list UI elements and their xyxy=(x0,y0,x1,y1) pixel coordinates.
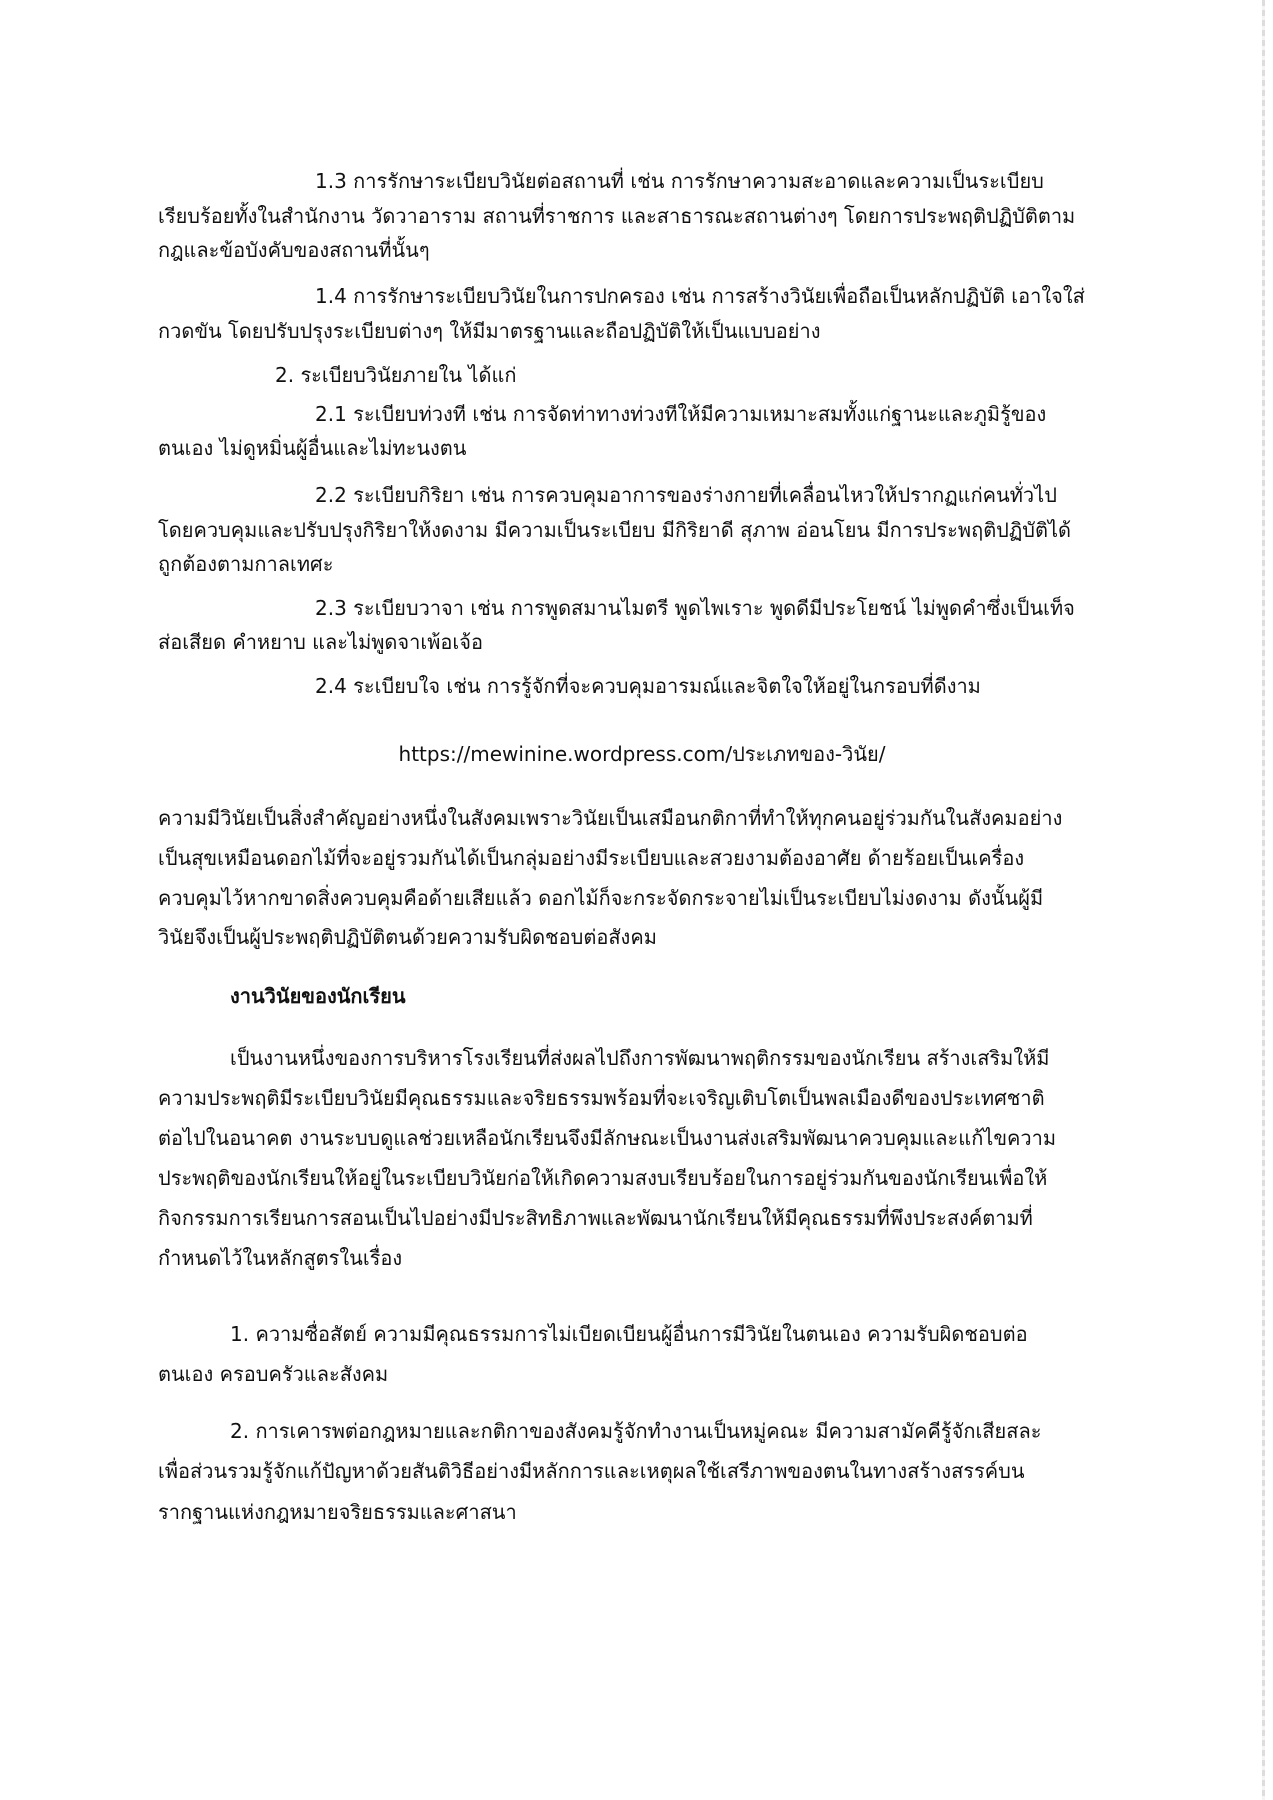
scan-edge xyxy=(1262,0,1265,1800)
item-2-line-1: 2. การเคารพต่อกฎหมายและกติกาของสังคมรู้จักทำงานเป็นหมู่คณะ มีความสามัคคีรู้จักเสียสละ xyxy=(230,1419,1042,1443)
line-2-1-a: 2.1 ระเบียบท่วงที เช่น การจัดท่าทางท่วงทีให้มีความเหมาะสมทั้งแก่ฐานะและภูมิรู้ของ xyxy=(315,402,1047,426)
line-2-2-c: ถูกต้องตามกาลเทศะ xyxy=(158,552,334,576)
intro-line-4: วินัยจึงเป็นผู้ประพฤติปฏิบัติตนด้วยความรับผิดชอบต่อสังคม xyxy=(158,925,657,949)
body-line-2: ความประพฤติมีระเบียบวินัยมีคุณธรรมและจริยธรรมพร้อมที่จะเจริญเติบโตเป็นพลเมืองดีของประเทศชาติ xyxy=(158,1086,1045,1110)
line-2-3-b: ส่อเสียด คำหยาบ และไม่พูดจาเพ้อเจ้อ xyxy=(158,630,483,654)
body-line-3: ต่อไปในอนาคต งานระบบดูแลช่วยเหลือนักเรียนจึงมีลักษณะเป็นงานส่งเสริมพัฒนาควบคุมและแก้ไขความ xyxy=(158,1126,1057,1150)
item-1-line-2: ตนเอง ครอบครัวและสังคม xyxy=(158,1362,389,1386)
body-line-4: ประพฤติของนักเรียนให้อยู่ในระเบียบวินัยก่อให้เกิดความสงบเรียบร้อยในการอยู่ร่วมกันของนักเรียนเพื่อให้ xyxy=(158,1166,1048,1190)
item-2-line-2: เพื่อส่วนรวมรู้จักแก้ปัญหาด้วยสันติวิธีอย่างมีหลักการและเหตุผลใช้เสรีภาพของตนในทางสร้างสรรค์บน xyxy=(158,1459,1025,1483)
line-2-heading: 2. ระเบียบวินัยภายใน ได้แก่ xyxy=(275,363,517,387)
source-url: https://mewinine.wordpress.com/ประเภทของ-วินัย/ xyxy=(398,742,886,766)
line-2-2-b: โดยควบคุมและปรับปรุงกิริยาให้งดงาม มีความเป็นระเบียบ มีกิริยาดี สุภาพ อ่อนโยน มีการประพฤติปฏิบัติได้ xyxy=(158,518,1072,542)
body-line-5: กิจกรรมการเรียนการสอนเป็นไปอย่างมีประสิทธิภาพและพัฒนานักเรียนให้มีคุณธรรมที่พึงประสงค์ตามที่ xyxy=(158,1206,1033,1230)
body-line-6: กำหนดไว้ในหลักสูตรในเรื่อง xyxy=(158,1246,403,1270)
line-2-1-b: ตนเอง ไม่ดูหมิ่นผู้อื่นและไม่ทะนงตน xyxy=(158,436,467,460)
body-line-1: เป็นงานหนึ่งของการบริหารโรงเรียนที่ส่งผลไปถึงการพัฒนาพฤติกรรมของนักเรียน สร้างเสริมให้มี xyxy=(230,1046,1050,1070)
intro-line-2: เป็นสุขเหมือนดอกไม้ที่จะอยู่รวมกันได้เป็นกลุ่มอย่างมีระเบียบและสวยงามต้องอาศัย ด้ายร้อยเป็นเครื่อง xyxy=(158,846,1025,870)
line-1-4-a: 1.4 การรักษาระเบียบวินัยในการปกครอง เช่น การสร้างวินัยเพื่อถือเป็นหลักปฏิบัติ เอาใจใส่ xyxy=(315,284,1085,308)
line-2-4: 2.4 ระเบียบใจ เช่น การรู้จักที่จะควบคุมอารมณ์และจิตใจให้อยู่ในกรอบที่ดีงาม xyxy=(315,674,981,698)
intro-line-1: ความมีวินัยเป็นสิ่งสำคัญอย่างหนึ่งในสังคมเพราะวินัยเป็นเสมือนกติกาที่ทำให้ทุกคนอยู่ร่วมกันในสังคมอย่าง xyxy=(158,806,1063,830)
line-2-2-a: 2.2 ระเบียบกิริยา เช่น การควบคุมอาการของร่างกายที่เคลื่อนไหวให้ปรากฏแก่คนทั่วไป xyxy=(315,483,1057,507)
item-2-line-3: รากฐานแห่งกฎหมายจริยธรรมและศาสนา xyxy=(158,1500,517,1524)
intro-line-3: ควบคุมไว้หากขาดสิ่งควบคุมคือด้ายเสียแล้ว ดอกไม้ก็จะกระจัดกระจายไม่เป็นระเบียบไม่งดงาม ดังนั้นผู้มี xyxy=(158,886,1044,910)
line-1-3-a: 1.3 การรักษาระเบียบวินัยต่อสถานที่ เช่น การรักษาความสะอาดและความเป็นระเบียบ xyxy=(315,169,1044,193)
item-1-line-1: 1. ความซื่อสัตย์ ความมีคุณธรรมการไม่เบียดเบียนผู้อื่นการมีวินัยในตนเอง ความรับผิดชอบต่อ xyxy=(230,1322,1028,1346)
line-1-4-b: กวดขัน โดยปรับปรุงระเบียบต่างๆ ให้มีมาตรฐานและถือปฏิบัติให้เป็นแบบอย่าง xyxy=(158,319,821,343)
line-2-3-a: 2.3 ระเบียบวาจา เช่น การพูดสมานไมตรี พูดไพเราะ พูดดีมีประโยชน์ ไม่พูดคำซึ่งเป็นเท็จ xyxy=(315,596,1075,620)
line-1-3-c: กฎและข้อบังคับของสถานที่นั้นๆ xyxy=(158,238,430,262)
section-heading: งานวินัยของนักเรียน xyxy=(230,984,406,1008)
line-1-3-b: เรียบร้อยทั้งในสำนักงาน วัดวาอาราม สถานที่ราชการ และสาธารณะสถานต่างๆ โดยการประพฤติปฏิบัติตาม xyxy=(158,204,1076,228)
